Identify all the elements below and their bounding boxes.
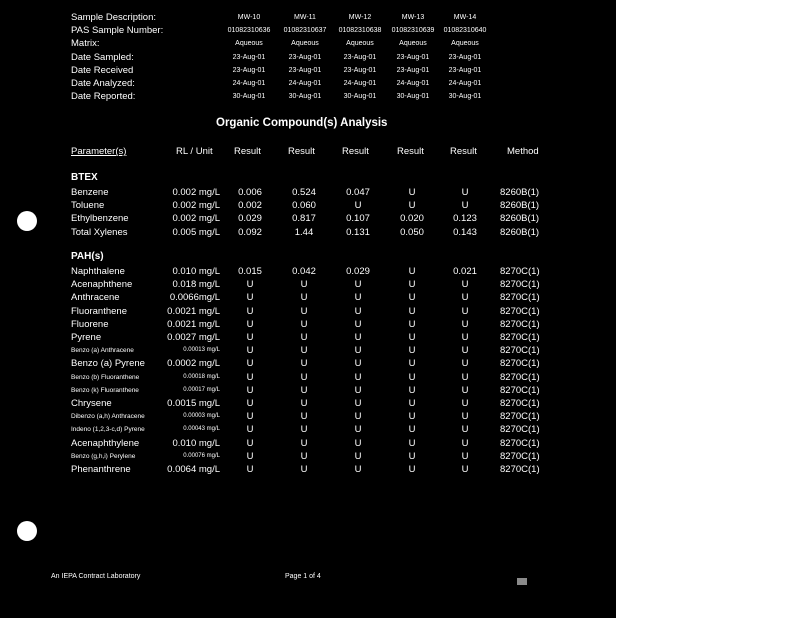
result-value: U (461, 200, 469, 211)
parameter-name: Benzo (g,h,i) Perylene (71, 453, 136, 460)
result-value: U (246, 345, 254, 356)
result-value: U (461, 292, 469, 303)
result-value: U (461, 464, 469, 475)
header-label: Date Reported: (71, 91, 136, 102)
method-code: 8270C(1) (500, 332, 540, 343)
header-label: PAS Sample Number: (71, 25, 164, 36)
result-value: U (354, 411, 362, 422)
result-value: U (408, 306, 416, 317)
result-value: U (354, 279, 362, 290)
result-value: U (461, 306, 469, 317)
result-value: U (246, 358, 254, 369)
result-value: U (300, 332, 308, 343)
result-value: U (408, 200, 416, 211)
reporting-limit: 0.00018 mg/L (183, 374, 220, 380)
table-row (0, 212, 616, 225)
sample-analyzed: 24-Aug-01 (448, 80, 482, 87)
result-value: U (246, 398, 254, 409)
parameter-name: Fluoranthene (71, 306, 127, 317)
parameter-name: Toluene (71, 200, 105, 211)
column-header-method: Method (507, 146, 539, 157)
result-value: U (408, 319, 416, 330)
header-label: Sample Description: (71, 12, 157, 23)
sample-desc: MW-12 (348, 14, 372, 21)
result-value: U (354, 358, 362, 369)
result-value: U (300, 306, 308, 317)
method-code: 8270C(1) (500, 266, 540, 277)
reporting-limit: 0.00043 mg/L (183, 426, 220, 432)
sample-matrix: Aqueous (291, 40, 319, 47)
result-value: U (461, 372, 469, 383)
parameter-name: Benzo (a) Anthracene (71, 347, 134, 354)
reporting-limit: 0.00076 mg/L (183, 453, 220, 459)
result-value: 0.123 (453, 213, 477, 224)
table-row (0, 384, 616, 397)
parameter-name: Chrysene (71, 398, 112, 409)
result-value: U (461, 319, 469, 330)
sample-received: 23-Aug-01 (288, 67, 322, 74)
result-value: U (300, 345, 308, 356)
method-code: 8260B(1) (500, 227, 540, 238)
result-value: U (300, 358, 308, 369)
table-row (0, 423, 616, 436)
result-value: U (461, 411, 469, 422)
parameter-name: Indeno (1,2,3-c,d) Pyrene (71, 426, 145, 433)
table-row (0, 331, 616, 344)
result-value: 0.029 (346, 266, 370, 277)
result-value: U (461, 279, 469, 290)
punch-hole (17, 521, 37, 541)
result-value: 0.107 (346, 213, 370, 224)
result-value: U (300, 398, 308, 409)
header-label: Matrix: (71, 38, 100, 49)
result-value: 0.015 (238, 266, 262, 277)
result-value: U (461, 438, 469, 449)
reporting-limit: 0.010 mg/L (172, 266, 220, 277)
column-header-result: Result (450, 146, 477, 157)
header-label: Date Sampled: (71, 52, 134, 63)
method-code: 8270C(1) (500, 319, 540, 330)
table-row (0, 410, 616, 423)
result-value: U (354, 372, 362, 383)
sample-analyzed: 24-Aug-01 (396, 80, 430, 87)
result-value: U (408, 292, 416, 303)
method-code: 8270C(1) (500, 464, 540, 475)
method-code: 8270C(1) (500, 306, 540, 317)
reporting-limit: 0.0021 mg/L (167, 306, 220, 317)
parameter-name: Benzo (k) Fluoranthene (71, 387, 139, 394)
result-value: U (354, 319, 362, 330)
result-value: U (246, 306, 254, 317)
result-value: U (408, 345, 416, 356)
result-value: U (354, 332, 362, 343)
sample-number: 01082310636 (227, 27, 271, 34)
parameter-name: Acenaphthylene (71, 438, 140, 449)
sample-received: 23-Aug-01 (232, 67, 266, 74)
table-row (0, 463, 616, 476)
parameter-name: Benzo (a) Pyrene (71, 358, 145, 369)
result-value: 0.042 (292, 266, 316, 277)
method-code: 8270C(1) (500, 292, 540, 303)
table-row (0, 186, 616, 199)
table-row (0, 371, 616, 384)
footer-lab-note: An IEPA Contract Laboratory (51, 573, 141, 580)
result-value: U (408, 332, 416, 343)
table-row (0, 344, 616, 357)
parameter-name: Ethylbenzene (71, 213, 129, 224)
result-value: U (246, 279, 254, 290)
parameter-name: Anthracene (71, 292, 120, 303)
sample-received: 23-Aug-01 (396, 67, 430, 74)
parameter-name: Phenanthrene (71, 464, 131, 475)
result-value: U (408, 398, 416, 409)
reporting-limit: 0.0021 mg/L (167, 319, 220, 330)
sample-number: 01082310638 (338, 27, 382, 34)
column-header-result: Result (397, 146, 424, 157)
sample-desc: MW-13 (401, 14, 425, 21)
result-value: U (246, 424, 254, 435)
result-value: U (246, 372, 254, 383)
result-value: 0.029 (238, 213, 262, 224)
sample-desc: MW-14 (453, 14, 477, 21)
sample-reported: 30-Aug-01 (288, 93, 322, 100)
sample-analyzed: 24-Aug-01 (288, 80, 322, 87)
parameter-name: Benzene (71, 187, 109, 198)
result-value: U (354, 398, 362, 409)
reporting-limit: 0.002 mg/L (172, 187, 220, 198)
result-value: 0.131 (346, 227, 370, 238)
result-value: 0.817 (292, 213, 316, 224)
section-heading: BTEX (71, 172, 98, 183)
column-header-result: Result (234, 146, 261, 157)
result-value: 1.44 (294, 227, 314, 238)
reporting-limit: 0.0066mg/L (169, 292, 220, 303)
result-value: U (354, 438, 362, 449)
method-code: 8270C(1) (500, 279, 540, 290)
sample-analyzed: 24-Aug-01 (343, 80, 377, 87)
result-value: U (354, 292, 362, 303)
result-value: U (408, 187, 416, 198)
scan-stamp-mark (517, 578, 527, 585)
column-header-parameter: Parameter(s) (71, 146, 127, 157)
parameter-name: Naphthalene (71, 266, 125, 277)
sample-sampled: 23-Aug-01 (396, 54, 430, 61)
reporting-limit: 0.002 mg/L (172, 200, 220, 211)
result-value: U (246, 292, 254, 303)
result-value: U (461, 332, 469, 343)
result-value: 0.060 (292, 200, 316, 211)
column-header-result: Result (342, 146, 369, 157)
sample-sampled: 23-Aug-01 (288, 54, 322, 61)
result-value: U (461, 451, 469, 462)
sample-analyzed: 24-Aug-01 (232, 80, 266, 87)
result-value: U (408, 438, 416, 449)
sample-sampled: 23-Aug-01 (448, 54, 482, 61)
reporting-limit: 0.00003 mg/L (183, 413, 220, 419)
result-value: 0.047 (346, 187, 370, 198)
reporting-limit: 0.0015 mg/L (167, 398, 220, 409)
sample-matrix: Aqueous (399, 40, 427, 47)
result-value: U (354, 385, 362, 396)
result-value: U (408, 279, 416, 290)
method-code: 8270C(1) (500, 372, 540, 383)
result-value: U (354, 451, 362, 462)
table-row (0, 265, 616, 278)
reporting-limit: 0.00013 mg/L (183, 347, 220, 353)
reporting-limit: 0.010 mg/L (172, 438, 220, 449)
result-value: U (408, 411, 416, 422)
table-row (0, 450, 616, 463)
sample-desc: MW-11 (294, 14, 316, 21)
parameter-name: Benzo (b) Fluoranthene (71, 374, 140, 381)
result-value: U (300, 279, 308, 290)
result-value: U (300, 319, 308, 330)
method-code: 8270C(1) (500, 398, 540, 409)
result-value: U (246, 464, 254, 475)
method-code: 8260B(1) (500, 213, 540, 224)
reporting-limit: 0.0064 mg/L (167, 464, 220, 475)
parameter-name: Total Xylenes (71, 227, 128, 238)
table-row (0, 305, 616, 318)
result-value: U (300, 385, 308, 396)
result-value: U (300, 292, 308, 303)
column-header-result: Result (288, 146, 315, 157)
result-value: U (354, 345, 362, 356)
reporting-limit: 0.018 mg/L (172, 279, 220, 290)
method-code: 8270C(1) (500, 358, 540, 369)
parameter-name: Pyrene (71, 332, 102, 343)
table-row (0, 437, 616, 450)
sample-matrix: Aqueous (235, 40, 263, 47)
result-value: 0.524 (292, 187, 316, 198)
sample-received: 23-Aug-01 (448, 67, 482, 74)
table-row (0, 278, 616, 291)
result-value: U (408, 385, 416, 396)
sample-desc: MW-10 (237, 14, 261, 21)
sample-sampled: 23-Aug-01 (232, 54, 266, 61)
result-value: U (246, 319, 254, 330)
sample-number: 01082310640 (443, 27, 487, 34)
sample-number: 01082310637 (283, 27, 327, 34)
result-value: U (408, 266, 416, 277)
result-value: 0.021 (453, 266, 477, 277)
table-row (0, 199, 616, 212)
table-row (0, 357, 616, 370)
header-label: Date Received (71, 65, 134, 76)
method-code: 8270C(1) (500, 411, 540, 422)
method-code: 8260B(1) (500, 187, 540, 198)
header-label: Date Analyzed: (71, 78, 135, 89)
result-value: U (300, 464, 308, 475)
sample-reported: 30-Aug-01 (448, 93, 482, 100)
result-value: U (300, 411, 308, 422)
parameter-name: Acenaphthene (71, 279, 133, 290)
column-header-rl: RL / Unit (176, 146, 213, 157)
sample-reported: 30-Aug-01 (232, 93, 266, 100)
result-value: U (246, 438, 254, 449)
result-value: U (354, 464, 362, 475)
table-row (0, 226, 616, 239)
method-code: 8270C(1) (500, 345, 540, 356)
result-value: 0.006 (238, 187, 262, 198)
method-code: 8270C(1) (500, 451, 540, 462)
result-value: U (461, 358, 469, 369)
report-title: Organic Compound(s) Analysis (216, 117, 388, 129)
reporting-limit: 0.0027 mg/L (167, 332, 220, 343)
result-value: 0.143 (453, 227, 477, 238)
footer-page-number: Page 1 of 4 (285, 573, 321, 580)
reporting-limit: 0.0002 mg/L (167, 358, 220, 369)
result-value: U (300, 451, 308, 462)
result-value: 0.092 (238, 227, 262, 238)
sample-matrix: Aqueous (451, 40, 479, 47)
parameter-name: Fluorene (71, 319, 109, 330)
result-value: U (300, 438, 308, 449)
result-value: U (354, 306, 362, 317)
result-value: U (408, 358, 416, 369)
method-code: 8260B(1) (500, 200, 540, 211)
section-heading: PAH(s) (71, 251, 104, 262)
result-value: U (461, 424, 469, 435)
result-value: U (408, 451, 416, 462)
result-value: U (354, 424, 362, 435)
parameter-name: Dibenzo (a,h) Anthracene (71, 413, 145, 420)
result-value: U (461, 345, 469, 356)
method-code: 8270C(1) (500, 385, 540, 396)
sample-number: 01082310639 (391, 27, 435, 34)
result-value: U (246, 411, 254, 422)
result-value: U (354, 200, 362, 211)
result-value: U (461, 398, 469, 409)
result-value: U (461, 187, 469, 198)
result-value: U (408, 372, 416, 383)
sample-matrix: Aqueous (346, 40, 374, 47)
sample-reported: 30-Aug-01 (396, 93, 430, 100)
result-value: U (408, 424, 416, 435)
result-value: U (461, 385, 469, 396)
table-row (0, 397, 616, 410)
reporting-limit: 0.005 mg/L (172, 227, 220, 238)
result-value: U (300, 372, 308, 383)
sample-sampled: 23-Aug-01 (343, 54, 377, 61)
reporting-limit: 0.002 mg/L (172, 213, 220, 224)
result-value: U (408, 464, 416, 475)
result-value: 0.050 (400, 227, 424, 238)
result-value: U (246, 451, 254, 462)
reporting-limit: 0.00017 mg/L (183, 387, 220, 393)
table-row (0, 291, 616, 304)
result-value: 0.002 (238, 200, 262, 211)
sample-reported: 30-Aug-01 (343, 93, 377, 100)
result-value: 0.020 (400, 213, 424, 224)
method-code: 8270C(1) (500, 424, 540, 435)
method-code: 8270C(1) (500, 438, 540, 449)
result-value: U (300, 424, 308, 435)
table-row (0, 318, 616, 331)
result-value: U (246, 385, 254, 396)
sample-received: 23-Aug-01 (343, 67, 377, 74)
result-value: U (246, 332, 254, 343)
